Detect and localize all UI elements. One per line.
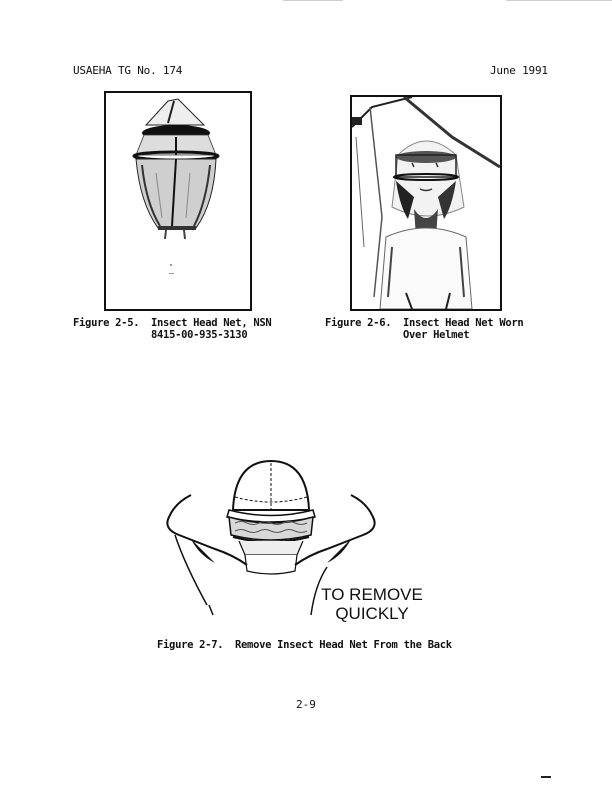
figure-number: Figure 2-7. [157, 639, 224, 651]
insect-head-net-icon [106, 93, 250, 309]
caption-line-2: 8415-00-935-3130 [151, 329, 248, 341]
figure-number: Figure 2-5. [73, 317, 140, 329]
scan-artifact [283, 0, 343, 1]
caption-line-1: Remove Insect Head Net From the Back [235, 639, 452, 651]
figure-number: Figure 2-6. [325, 317, 392, 329]
figure-2-6-caption-cont [325, 329, 469, 341]
figure-2-7-caption [157, 639, 452, 651]
soldier-with-head-net-icon [352, 97, 500, 309]
callout-line-2: QUICKLY [335, 604, 409, 623]
caption-line-2: Over Helmet [403, 329, 470, 341]
document-date: June 1991 [490, 64, 548, 77]
figure-2-6-image [350, 95, 502, 311]
figure-2-5-image [104, 91, 252, 311]
caption-line-1: Insect Head Net, NSN [151, 317, 272, 329]
caption-line-1: Insect Head Net Worn [403, 317, 524, 329]
document-id: USAEHA TG No. 174 [73, 64, 183, 77]
remove-quickly-callout [297, 585, 447, 623]
figure-2-5-caption-cont [73, 329, 247, 341]
callout-line-1: TO REMOVE [321, 585, 423, 604]
figure-2-6-caption [325, 317, 523, 329]
scan-artifact [506, 0, 612, 1]
figure-2-5-caption [73, 317, 271, 329]
page-number: 2-9 [296, 698, 316, 711]
scan-mark [541, 776, 551, 778]
